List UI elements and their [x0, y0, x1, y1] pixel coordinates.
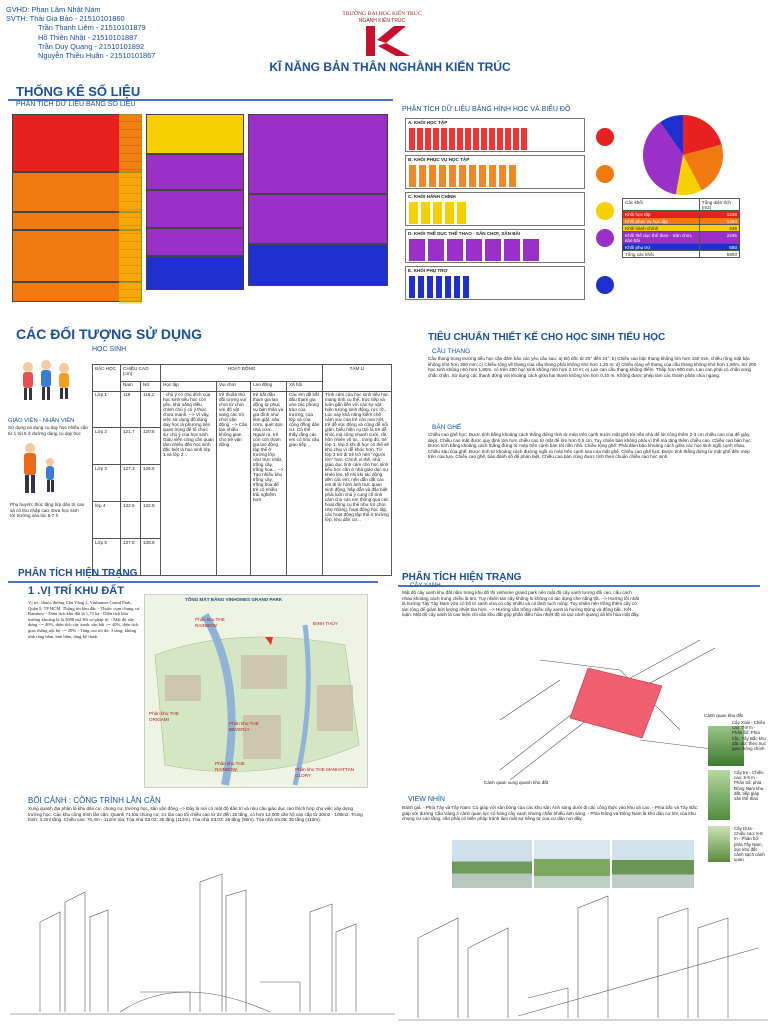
teacher-label: GIÁO VIÊN - NHÂN VIÊN: [8, 418, 75, 424]
chair-title: BÀN GHẾ: [432, 424, 462, 431]
credit-line: Nguyễn Thiều Huân - 21510101867: [38, 51, 156, 61]
view-photo-2: [534, 840, 610, 888]
area-table: [622, 198, 740, 258]
block-label: E. KHỐI PHỤ TRỢ: [408, 268, 448, 273]
table-header: Tổng diện tích (m2): [699, 199, 739, 211]
table-row: [623, 244, 740, 251]
parent-child-icon: [14, 440, 74, 498]
block-squares: [409, 128, 529, 150]
chair-text: Chiều cao ghế học: Được tính bằng khoảng cách thẳng đứng tính từ mép trên cạnh trước mặt ghế tới nền nhà để lót công thêm 2-3 cm chiều cao của để giày, dép). Chiều cao mặt được quy định lớn hơn chiều cao từ mặt để lớn hơn 0,5 cm. Tuy nhiên bàn không phải vì thế mà tăng thêm chiều cao. Chiều cao bàn học: Được tính bằng khoảng cách thẳng đứng từ mép trên cạnh bàn tới nền nhà. Chiều rộng ghế: Phải đảm bảo khoảng cách giữa các học sinh ngồi cạnh nhau. Chiều sâu của ghế: Được tính từ khoảng cách đường ngồi ra mép trên cạnh sau của mặt ghế. Chiều cao ghế tựa: Được tính thẳng đứng từ mặt ghế đến mép trên của tựa. Chiều cao ghế, bàn đánh số để phân biệt. Chiều cao bàn cũng được tính theo chuẩn chiều cao học sinh.: [428, 432, 752, 460]
height-nam: 137.8: [121, 539, 141, 576]
map-label: Phân khu THE ORIGAMI: [149, 711, 179, 722]
landscape-caption: Cảnh quan khu đất: [704, 713, 743, 718]
credit-line: Hồ Thiên Nhật - 21510101887: [38, 32, 138, 42]
col-subheader: Học tập: [161, 381, 217, 391]
area-value: 1284: [699, 218, 739, 225]
green-text: Mật độ cây xanh khu đất nằm trong khu đô thị vinhome grand park nên mật độ cây xanh tương đối cao, cấu cách nhau khoảng cách trung chiều là 5m. Tuy nhiên tán cây không lo không có tác dụng che nắng tốt. --> Hướng tối nhất là hướng Tây Tây Nam vừa có bố trí xanh vừa có cây nhiều và có lãnh tuch nóng. Tuy nhiên nên trồng thêm cây có tán rộng để giảm bớt lượng nhiệt tỏa hơn. --> Hướng cần trồng nhiều cây xanh là hướng Đông và đông bắc. Kết luận: Mật độ cây xanh là cao hiện chỉ cần khu đất góp phần điều hòa nhiệt độ và tạo cảnh quang xã khi hòa mật đây.: [402, 590, 640, 618]
block-label: C. KHỐI HÀNH CHÍNH: [408, 194, 456, 199]
parent-text: Phụ huynh: thúc tầng lớp dân trí cao và có thu nhập cao. Đưa học sinh tới trường vào lúc 6-7 h: [10, 502, 85, 519]
context-text: Xung quanh địa phận là khu dân cư, chung cư, trường học, sân vận động --> Đây là nơi có mật độ dân trí và nhu cầu giáo dục cao thích hợp cho việc xây dựng trường học. Các khu công trình lân cận: Quanh 71 tòa chung cư, 21 tòa cao tối chiều cao từ 22 đến 35 tầng, có hơn 12.000 căn hộ cao cấp từ 30m2 - 108m2. Trung bình: 3,2m/ tầng. Chiều cao: 70,4m - 112m/ tòa. Tòa nhà S3.02: 35 tầng (112m). Tòa nhà S3.03: 25 tầng (80m). Tòa nhà S5.05: 35 tầng (112m).: [28, 806, 363, 823]
block-squares: [409, 239, 539, 261]
school-name: TRƯỜNG ĐẠI HỌC KIẾN TRÚC: [342, 11, 422, 17]
height-nu: 120.6: [141, 428, 161, 465]
stats-table-right: [248, 114, 388, 286]
users-title: CÁC ĐỐI TƯỢNG SỬ DỤNG: [16, 326, 203, 342]
table-row: [623, 211, 740, 218]
area-value: 5993: [699, 251, 739, 258]
table-row: [623, 232, 740, 244]
school-logo-icon: [366, 26, 410, 56]
height-nu: 126.6: [141, 465, 161, 502]
block-e-dot: [596, 276, 614, 294]
map-label: Phân khu THE MANHATTAN GLORY: [295, 767, 354, 778]
tree-label: Cây tre - Chiều cao: 5-6 m - Phân bố: phía Đông Nam khu đất, tiếp giáp sân thể thao: [734, 770, 764, 802]
area-name: Khối thể dục thể thao - Sân chơi, sân bãi: [623, 232, 700, 244]
grade-cell: Lớp 2: [93, 428, 121, 465]
block-e: [405, 266, 585, 300]
divider: [398, 585, 760, 587]
view-text: Đánh giá: - Phía Tây và Tây Nam: Có giáp với sân bóng của các khu sân Ánh sáng dưới đi các công thức vào khu xã cao. - Phía bắc và Tây Bắc: giáp với đường Cầu Vàng 2 cảnh quan lực có hàng cây xanh nhưng chắn nhiều ánh sáng. - Phía Đông và Đông Nam là khu dân cư lớn của khu chung cư cao tầng, cần phải có biện pháp tránh làm mất sự riêng tư của cư dân nơi đây.: [402, 805, 699, 822]
block-c: [405, 192, 585, 226]
block-c-dot: [596, 202, 614, 220]
table-row: [623, 251, 740, 258]
area-name: Khối phụ trợ: [623, 244, 700, 251]
block-b-dot: [596, 165, 614, 183]
activity-study: - chú ý có chủ đích của học sinh tiểu học còn yếu, khả năng điều chỉnh chú ý có ý thức chưa mạnh. --> Vì vậy, việc sử dụng đồ dùng dạy học là phương tiện quan trọng để tổ chức sự chú ý của học sinh. Giáo viên cũng cần quan tâm nhiều đến học sinh đặc biệt là học sinh lớp 1 và lớp 2 ..: [161, 391, 217, 575]
map-label: Phân khu THE BEVERLY: [229, 721, 259, 732]
col-subheader: Xã hội: [287, 381, 323, 391]
site-title-left: PHÂN TÍCH HIỆN TRẠNG: [18, 568, 138, 579]
col-header: HOẠT ĐỘNG: [161, 365, 323, 382]
height-nu: 115.1: [141, 391, 161, 428]
block-diagrams: [405, 118, 615, 318]
area-name: Khối hành chính: [623, 225, 700, 232]
teacher-text: Sử dụng và dụng cụ dạy học nhiều cần từ 1 tới 5 ở đường dùng cụ dạy học: [8, 425, 88, 436]
col-subheader: Nữ: [141, 381, 161, 391]
building-sketch: [398, 888, 768, 1022]
col-header: TÂM LÍ: [323, 365, 392, 392]
activity-social: Các em đã bắt đầu tham gia vào các phong trào của trường, của lớp và của cộng đồng dân cư. Có thể thấy rằng các em có nhu cầu giao tiếp ...: [287, 391, 323, 575]
height-nu: 138.6: [141, 539, 161, 576]
context-sketch: [10, 862, 395, 1020]
block-label: B. KHỐI PHỤC VỤ HỌC TẬP: [408, 157, 470, 162]
block-a-dot: [596, 128, 614, 146]
height-nu: 132.5: [141, 502, 161, 539]
col-header: CHIỀU CAO (cm): [121, 365, 161, 382]
location-text: Vị trí : thuộc đường Cầu Vàng 2, Vinhomes Grand Park, Quận 9, TP HCM. Thông tin khu đất: - Thuộc cụm chung cư Rainbow - Diện tích khu đất là 1,73 ha - Diện tích khu trường khoảng là là 5698 m2 Hồ sơ pháp lý: - Mật độ xây dựng <= 40%, diện tích cây xanh, sân bãi >= 40%, diện tích giao thông nội bộ >= 20% - Tầng cao tối đa: 3 tầng; không tính tầng hầm, bán hầm, tầng kỹ thuật: [28, 600, 140, 639]
green-title: CÂY XANH: [410, 583, 441, 589]
stats-table-left-values: [119, 114, 142, 304]
activity-labor: trẻ bắt đầu tham gia lao động tự phục vụ bản thân và gia đình như làm giặt, nấu cơm, quét dọn nhà cửa... Ngoài ra, trẻ còn còn tham gia lao động tập thể ở trường lớp như trực nhật, trồng cây, trồng hoa... --> Tạo nhiều khu trồng cây, trồng hoa để trẻ có nhiều trải nghiệm hơn: [251, 391, 287, 575]
divider: [8, 581, 378, 583]
grade-cell: Lớp 1: [93, 391, 121, 428]
map-label: ĐỊNH THỦY: [313, 621, 338, 626]
credit-line: Trần Duy Quang - 21510101892: [38, 41, 145, 51]
grade-cell: lớp 4: [93, 502, 121, 539]
credit-line: GVHD: Phan Lâm Nhật Nam: [6, 5, 101, 14]
students-icon: [14, 355, 78, 409]
area-pie-chart: [640, 112, 726, 198]
view-photo-1: [452, 840, 532, 888]
map-label: Phân khu THE RAINBOW: [215, 761, 245, 772]
stats-title: THỐNG KÊ SỐ LIỆU: [16, 84, 141, 99]
psychology-cell: Tình cảm của học sinh tiểu học mang tính cụ thể, trực tiếp và luôn gắn liền với các sự vật hiện tượng sinh động, rực rỡ,.. Lúc này khả năng kiềm chế cảm xúc của trẻ còn non nớt, trẻ dễ xúc động và cũng dễ nổi giận, biểu hiện cụ thể là trẻ dễ khóc mà cũng nhanh cười, rất hồn nhiên vô tư... trong đó, trẻ lớp 1, lớp 2 khi đi học có thể sẽ khó chịu vì dễ khóc hơn. Từ lớp 3 trở đi trẻ trở nên "người lớn" hơn. Chính vì thế, nhà giáo dục tình cảm cho học sinh tiểu học cần ở nhà giáo dục sự khéo léo, tế nhị khi tác động đến các em; nên dẫn dắt các em đi từ hình ảnh trực quan sinh động, hấp dẫn và đặc biệt phải luôn chú ý cung cố tình cảm cho các em thông qua các hoạt động cụ thể như trò chơi nhẹ nhàng, hoạt động học tập, các hoạt động tập thể ở trường lớp, khu dân cư...: [323, 391, 392, 575]
area-name: Tổng các khối: [623, 251, 700, 258]
col-header: BẬC HỌC: [93, 365, 121, 392]
credits: [6, 5, 176, 60]
grade-cell: Lớp 3: [93, 465, 121, 502]
stair-text: Cầu thang trong trường tiểu học cần đảm bảo các yêu cầu sau: a) Độ dốc từ 25° đến 24°; b) Chiều cao bậc thang không lớn hơn 150 mm, chiều rộng mặt bậc không nhỏ hơn 300 mm; c) Chiều rộng vế thang của cầu thang phải không nhỏ hơn 1,20 m; d) Chiều rộng vế thang của cầu thang không nhỏ hơn 1,80m, trừ 200 học sinh không nhỏ hơn 1,80m, có trên 200 học sinh không nhỏ hơn 2,10 m; e) Lan can cầu thang không điểm. Thấp hơn 900 mm. Lan can phải có chấn song chắc chắn. Sử dụng các thanh đứng với khoảng cách giữa hai thanh không lớn hơn 0,10 m. Không được phép làm các thanh phân chia ngang.: [428, 356, 757, 378]
table-row: [93, 365, 392, 382]
height-nam: 121.7: [121, 428, 141, 465]
table-row: [93, 391, 392, 428]
stats-table-middle: [146, 114, 244, 314]
activity-play: trẻ thuần thú đồi tượng vui chơi từ chơi với đồ vật sang các trò chơi vận động. --> Cần tạo nhiều không gian cho trẻ vận động: [217, 391, 251, 575]
location-title: 1 .VỊ TRÍ KHU ĐẤT: [28, 585, 124, 597]
credit-line: Trần Thanh Liêm - 21510101879: [38, 23, 146, 33]
block-squares: [409, 276, 469, 298]
table-header: Các khối: [623, 199, 700, 211]
height-nam: 127.3: [121, 465, 141, 502]
student-table: [92, 364, 392, 576]
grade-cell: Lớp 5: [93, 539, 121, 576]
block-d: [405, 229, 585, 263]
view-title: VIEW NHÌN: [408, 796, 445, 803]
block-label: D. KHỐI THỂ DỤC THỂ THAO - SÂN CHƠI, SÂN BÃI: [408, 231, 521, 236]
table-row: [623, 218, 740, 225]
faculty-name: NGÀNH KIẾN TRÚC: [358, 18, 406, 24]
block-d-dot: [596, 229, 614, 247]
block-label: A. KHỐI HỌC TẬP: [408, 120, 448, 125]
block-b: [405, 155, 585, 189]
area-value: 636: [699, 225, 739, 232]
area-value: 2245: [699, 232, 739, 244]
page-title: KĨ NĂNG BẢN THÂN NGHÀNH KIẾN TRÚC: [269, 60, 511, 74]
col-subheader: Nam: [121, 381, 141, 391]
stats-right-subtitle: PHÂN TÍCH DỮ LIỆU BẰNG HÌNH HỌC VÀ BIỂU ĐỒ: [402, 106, 571, 113]
context-title: BỐI CẢNH : CÔNG TRÌNH LÂN CẬN: [28, 796, 161, 805]
block-squares: [409, 165, 519, 187]
users-subtitle: HỌC SINH: [92, 346, 127, 353]
site-title-right: PHÂN TÍCH HIỆN TRẠNG: [402, 572, 522, 583]
tree-photo-coconut: [708, 826, 730, 862]
view-photo-3: [612, 840, 694, 888]
area-value: 1248: [699, 211, 739, 218]
tree-photo-bamboo: [708, 770, 730, 820]
block-squares: [409, 202, 469, 224]
block-a: [405, 118, 585, 152]
table-row: [623, 225, 740, 232]
area-name: Khối học tập: [623, 211, 700, 218]
stair-title: CẦU THANG: [432, 348, 471, 355]
col-subheader: Lao động: [251, 381, 287, 391]
col-subheader: Vui chơi: [217, 381, 251, 391]
map-title: TỔNG MẶT BẰNG VINHOMES GRAND PARK: [185, 597, 283, 602]
site-plan-sketch: [500, 640, 720, 780]
credit-line: SVTH: Thái Gia Bảo - 21510101860: [6, 14, 125, 24]
standards-title: TIÊU CHUẨN THIẾT KẾ CHO HỌC SINH TIỂU HỌC: [428, 332, 666, 343]
surroundings-caption: Cảnh quan xung quanh khu đất: [484, 780, 549, 785]
height-nam: 116: [121, 391, 141, 428]
tree-label: Cây Dừa - Chiều cao: 5-8 m - Phân bố: phía Tây Nam, dọc khu đất cảnh sạch cảnh quan: [734, 826, 765, 863]
stats-left-subtitle: PHÂN TÍCH DỮ LIỆU BẰNG SỐ LIỆU: [16, 101, 136, 108]
height-nam: 132.6: [121, 502, 141, 539]
map-label: Phân khu THE RAINBOW: [195, 617, 225, 628]
table-row: [623, 199, 740, 211]
master-plan-map: [144, 594, 368, 788]
area-name: Khối phục vụ học tập: [623, 218, 700, 225]
area-value: 580: [699, 244, 739, 251]
tree-label: Cây Xoài - Chiều cao: 7-8 m - Phân bố: Phía bắc, Tây Bắc khu đất, dọc theo trục giao thông chính: [732, 720, 766, 752]
